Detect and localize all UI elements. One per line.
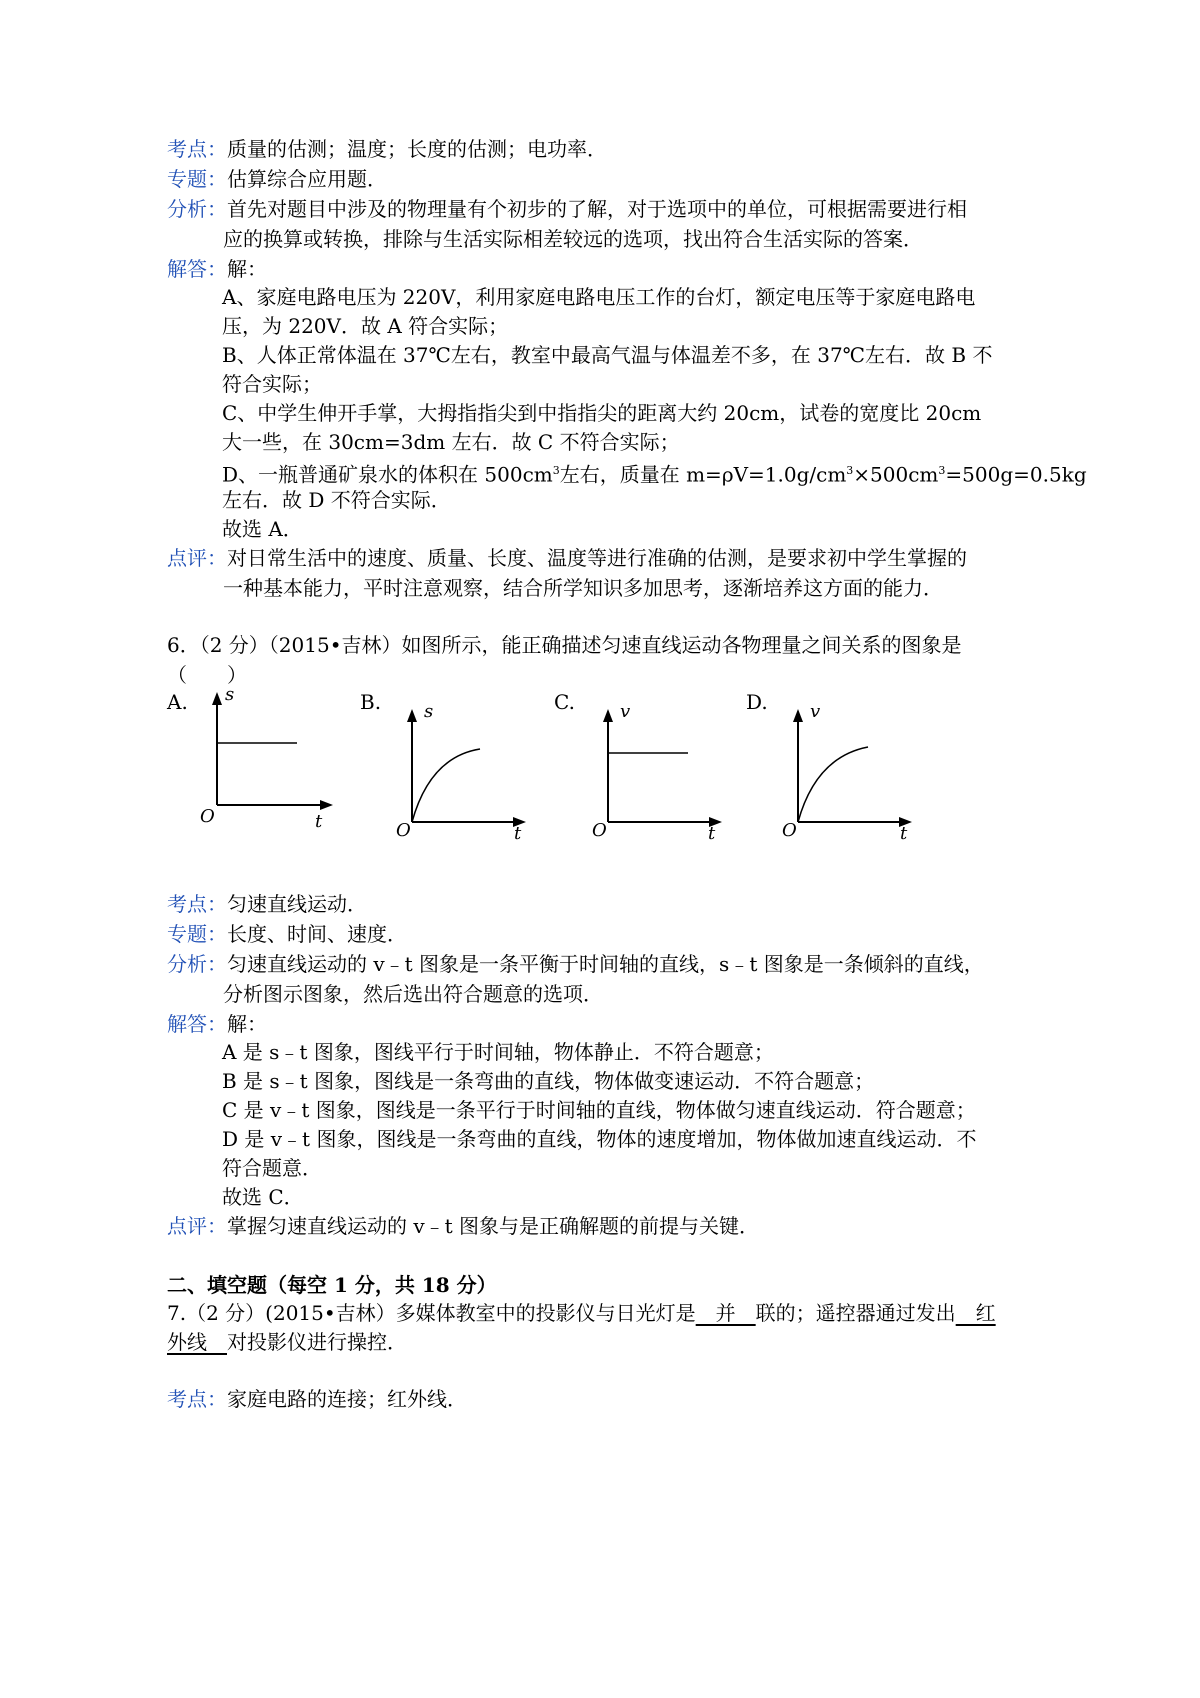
option-b-graph <box>390 697 550 867</box>
answer-blank-1: 并 <box>695 1301 756 1325</box>
q5-answer-a-1: A、家庭电路电压为 220V，利用家庭电路电压工作的台灯，额定电压等于家庭电路电 <box>222 285 976 309</box>
answer-blank-2: 红 <box>955 1301 996 1325</box>
q5-fenxi-line: 分析：首先对题目中涉及的物理量有个初步的了解，对于选项中的单位，可根据需要进行相 <box>167 197 967 221</box>
section-title: 二、填空题（每空 1 分，共 18 分） <box>167 1273 497 1297</box>
graph-b-curve <box>412 749 480 822</box>
graph-d-svg <box>776 697 936 867</box>
jieda-label: 解答 <box>167 257 207 281</box>
q5-conclusion: 故选 A． <box>222 517 303 541</box>
y-axis-arrow-icon <box>793 709 803 722</box>
q6-zhuanti-text: 长度、时间、速度． <box>227 922 407 946</box>
q5-answer-b-2: 符合实际； <box>222 372 322 396</box>
q5-dianping-text-2: 一种基本能力，平时注意观察，结合所学知识多加思考，逐渐培养这方面的能力． <box>223 576 943 600</box>
q5-answer-c-1: C、中学生伸开手掌，大拇指指尖到中指指尖的距离大约 20cm，试卷的宽度比 20cm <box>222 401 982 425</box>
q5-fenxi-text-1: 首先对题目中涉及的物理量有个初步的了解，对于选项中的单位，可根据需要进行相 <box>227 197 967 221</box>
graph-a-svg <box>195 680 355 850</box>
answer-blank-2-cont: 外线 <box>167 1330 227 1354</box>
q6-fenxi-text-1: 匀速直线运动的 v﹣t 图象是一条平衡于时间轴的直线，s﹣t 图象是一条倾斜的直线， <box>227 952 984 976</box>
q6-answer-b: B 是 s﹣t 图象，图线是一条弯曲的直线，物体做变速运动．不符合题意； <box>222 1069 875 1093</box>
y-axis-arrow-icon <box>603 709 613 722</box>
x-axis-label: t <box>900 823 908 844</box>
q6-conclusion: 故选 C． <box>222 1185 304 1209</box>
q6-fenxi-text-2: 分析图示图象，然后选出符合题意的选项． <box>223 982 603 1006</box>
y-axis-label: v <box>810 701 821 722</box>
q6-answer-a: A 是 s﹣t 图象，图线平行于时间轴，物体静止．不符合题意； <box>222 1040 774 1064</box>
q5-answer-c-2: 大一些，在 30cm=3dm 左右．故 C 不符合实际； <box>222 430 680 454</box>
q6-jie-text: 解： <box>227 1012 267 1036</box>
q5-answer-b-1: B、人体正常体温在 37℃左右，教室中最高气温与体温差不多，在 37℃左右．故 B 不 <box>222 343 993 367</box>
dianping-label: 点评 <box>167 546 207 570</box>
q5-answer-d-2: 左右．故 D 不符合实际． <box>222 488 451 512</box>
dianping-label: 点评 <box>167 1214 207 1238</box>
q6-kaodian-line: 考点：匀速直线运动． <box>167 892 367 916</box>
q5-dianping-text-1: 对日常生活中的速度、质量、长度、温度等进行准确的估测，是要求初中学生掌握的 <box>227 546 967 570</box>
y-axis-label: v <box>620 701 631 722</box>
jieda-label: 解答 <box>167 1012 207 1036</box>
option-d-label: D. <box>746 690 768 714</box>
x-axis-label: t <box>315 811 323 832</box>
q5-zhuanti-line: 专题：估算综合应用题． <box>167 167 387 191</box>
kaodian-label: 考点 <box>167 1387 207 1411</box>
option-c-label: C. <box>554 690 575 714</box>
zhuanti-label: 专题 <box>167 922 207 946</box>
q5-kaodian-line: 考点：质量的估测；温度；长度的估测；电功率． <box>167 137 607 161</box>
q5-answer-d-1: D、一瓶普通矿泉水的体积在 $500cm^3$左右，质量在 $m=\rho V=1.0g/cm^3\times 500cm^3=500g=0.5kg$ <box>222 462 1087 487</box>
origin-label: O <box>782 820 797 841</box>
y-axis-label: s <box>225 684 235 705</box>
q6-fenxi-line: 分析：匀速直线运动的 v﹣t 图象是一条平衡于时间轴的直线，s﹣t 图象是一条倾斜的直线， <box>167 952 984 976</box>
q6-dianping-text: 掌握匀速直线运动的 v﹣t 图象与是正确解题的前提与关键． <box>227 1214 760 1238</box>
q6-stem-2: （ ） <box>167 663 247 687</box>
q5-kaodian-text: 质量的估测；温度；长度的估测；电功率． <box>227 137 607 161</box>
q6-answer-d-1: D 是 v﹣t 图象，图线是一条弯曲的直线，物体的速度增加，物体做加速直线运动．不 <box>222 1127 977 1151</box>
option-a-label: A. <box>167 690 188 714</box>
zhuanti-label: 专题 <box>167 167 207 191</box>
q6-stem-1: 6．（2 分）（2015•吉林）如图所示，能正确描述匀速直线运动各物理量之间关系的图象是 <box>167 633 962 657</box>
q5-fenxi-text-2: 应的换算或转换，排除与生活实际相差较远的选项，找出符合生活实际的答案． <box>223 227 923 251</box>
option-b-label: B. <box>360 690 382 714</box>
origin-label: O <box>200 806 215 827</box>
graph-d-curve <box>798 747 868 822</box>
kaodian-label: 考点 <box>167 137 207 161</box>
q5-dianping-line: 点评：对日常生活中的速度、质量、长度、温度等进行准确的估测，是要求初中学生掌握的 <box>167 546 967 570</box>
option-a-graph <box>195 680 355 850</box>
q5-jieda-line: 解答：解： <box>167 257 267 281</box>
y-axis-label: s <box>424 701 434 722</box>
q6-kaodian-text: 匀速直线运动． <box>227 892 367 916</box>
q6-answer-c: C 是 v﹣t 图象，图线是一条平行于时间轴的直线，物体做匀速直线运动．符合题意； <box>222 1098 976 1122</box>
option-c-graph <box>586 697 746 867</box>
x-axis-arrow-icon <box>320 800 333 810</box>
kaodian-label: 考点 <box>167 892 207 916</box>
origin-label: O <box>396 820 411 841</box>
graph-c-svg <box>586 697 746 867</box>
q7-kaodian-text: 家庭电路的连接；红外线． <box>227 1387 467 1411</box>
q6-dianping-line: 点评：掌握匀速直线运动的 v﹣t 图象与是正确解题的前提与关键． <box>167 1214 760 1238</box>
q5-jie-text: 解： <box>227 257 267 281</box>
q6-answer-d-2: 符合题意． <box>222 1156 322 1180</box>
q6-zhuanti-line: 专题：长度、时间、速度． <box>167 922 407 946</box>
q7-kaodian-line: 考点：家庭电路的连接；红外线． <box>167 1387 467 1411</box>
q7-stem-2: 外线 对投影仪进行操控． <box>167 1330 407 1354</box>
graph-b-svg <box>390 697 550 867</box>
y-axis-arrow-icon <box>407 709 417 722</box>
option-d-graph <box>776 697 936 867</box>
x-axis-label: t <box>708 823 716 844</box>
q7-stem-1: 7.（2 分）(2015•吉林）多媒体教室中的投影仪与日光灯是 并 联的；遥控器通过发出 红 <box>167 1301 996 1325</box>
q5-answer-a-2: 压，为 220V．故 A 符合实际； <box>222 314 509 338</box>
origin-label: O <box>592 820 607 841</box>
fenxi-label: 分析 <box>167 197 207 221</box>
fenxi-label: 分析 <box>167 952 207 976</box>
q5-zhuanti-text: 估算综合应用题． <box>227 167 387 191</box>
x-axis-label: t <box>514 823 522 844</box>
q6-jieda-line: 解答：解： <box>167 1012 267 1036</box>
y-axis-arrow-icon <box>212 692 222 705</box>
